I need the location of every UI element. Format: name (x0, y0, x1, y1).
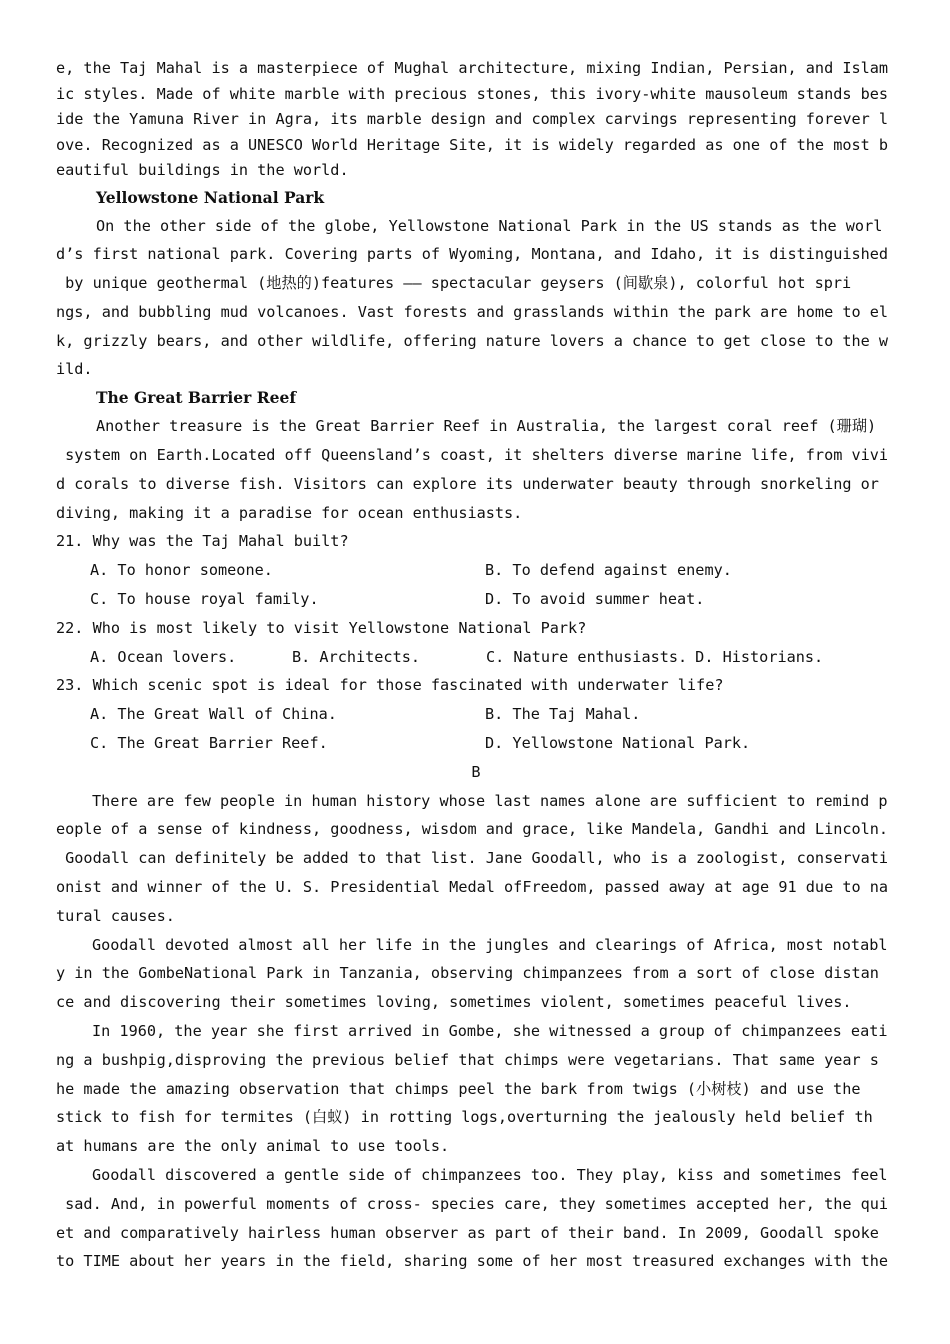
question-22 (56, 614, 896, 672)
options-row (56, 556, 896, 585)
option-d: D. To avoid summer heat. (485, 590, 705, 609)
text-line: ce and discovering their sometimes loving, sometimes violent, sometimes peaceful lives. (56, 993, 852, 1012)
option-a: A. Ocean lovers. (90, 647, 237, 666)
text-line: There are few people in human history whose last names alone are sufficient to remind p (92, 791, 888, 810)
option-c: C. To house royal family. (90, 590, 319, 609)
exam-page (56, 56, 896, 1276)
options-row (56, 700, 896, 729)
text-line: eople of a sense of kindness, goodness, wisdom and grace, like Mandela, Gandhi and Lincoln. (56, 820, 889, 839)
text-line: ng a bushpig,disproving the previous belief that chimps were vegetarians. That same year s (56, 1050, 879, 1069)
goodall-paragraph-4 (56, 1161, 896, 1276)
text-line: In 1960, the year she first arrived in Gombe, she witnessed a group of chimpanzees eati (92, 1022, 888, 1041)
question-23 (56, 671, 896, 757)
text-line: ngs, and bubbling mud volcanoes. Vast forests and grasslands within the park are home to el (56, 302, 889, 321)
section-b-label: B (471, 762, 481, 781)
yellowstone-paragraph (56, 212, 896, 385)
option-a: A. To honor someone. (90, 561, 273, 580)
question-stem: 21. Why was the Taj Mahal built? (56, 532, 349, 551)
option-d: D. Historians. (695, 647, 824, 666)
text-line: ove. Recognized as a UNESCO World Heritage Site, it is widely regarded as one of the most b (56, 135, 889, 154)
text-line: d’s first national park. Covering parts of Wyoming, Montana, and Idaho, it is distinguished (56, 245, 889, 264)
text-line: Goodall devoted almost all her life in the jungles and clearings of Africa, most notabl (92, 935, 888, 954)
text-line: sad. And, in powerful moments of cross- species care, they sometimes accepted her, the qui (56, 1194, 889, 1213)
text-line: k, grizzly bears, and other wildlife, offering nature lovers a chance to get close to the w (56, 331, 889, 350)
text-line: stick to fish for termites (白蚁) in rotting logs,overturning the jealously held belief th (56, 1108, 873, 1127)
text-line: d corals to diverse fish. Visitors can explore its underwater beauty through snorkeling or (56, 474, 879, 493)
option-b: B. The Taj Mahal. (485, 705, 641, 724)
question-stem: 23. Which scenic spot is ideal for those fascinated with underwater life? (56, 676, 724, 695)
option-d: D. Yellowstone National Park. (485, 734, 751, 753)
text-line: tural causes. (56, 906, 175, 925)
text-line: by unique geothermal (地热的)features —— spectacular geysers (间歇泉), colorful hot spri (56, 274, 852, 293)
text-line: et and comparatively hairless human observer as part of their band. In 2009, Goodall spoke (56, 1223, 879, 1242)
text-line: system on Earth.Located off Queensland’s coast, it shelters diverse marine life, from vivi (56, 446, 889, 465)
text-line: Another treasure is the Great Barrier Reef in Australia, the largest coral reef (珊瑚) (96, 417, 877, 436)
options-row (56, 643, 896, 672)
reef-heading: The Great Barrier Reef (96, 388, 296, 408)
yellowstone-heading: Yellowstone National Park (96, 187, 325, 207)
option-b: B. To defend against enemy. (485, 561, 732, 580)
text-line: y in the GombeNational Park in Tanzania, observing chimpanzees from a sort of close distan (56, 964, 879, 983)
option-b: B. Architects. (292, 647, 421, 666)
option-c: C. The Great Barrier Reef. (90, 734, 328, 753)
text-line: Goodall discovered a gentle side of chimpanzees too. They play, kiss and sometimes feel (92, 1166, 888, 1184)
options-row (56, 585, 896, 614)
text-line: at humans are the only animal to use tools. (56, 1137, 450, 1156)
goodall-paragraph-2 (56, 931, 896, 1017)
text-line: ic styles. Made of white marble with precious stones, this ivory-white mausoleum stands bes (56, 84, 889, 103)
text-line: ild. (56, 360, 93, 379)
options-row (56, 729, 896, 758)
text-line: On the other side of the globe, Yellowstone National Park in the US stands as the worl (96, 216, 883, 235)
goodall-paragraph-1 (56, 787, 896, 931)
text-line: diving, making it a paradise for ocean enthusiasts. (56, 503, 523, 522)
goodall-paragraph-3 (56, 1017, 896, 1161)
text-line: onist and winner of the U. S. Presidential Medal ofFreedom, passed away at age 91 due to na (56, 878, 889, 897)
text-line: eautiful buildings in the world. (56, 161, 349, 179)
reef-paragraph (56, 412, 896, 527)
option-a: A. The Great Wall of China. (90, 705, 337, 724)
text-line: Goodall can definitely be added to that list. Jane Goodall, who is a zoologist, conservati (56, 849, 889, 868)
taj-mahal-paragraph (56, 56, 896, 184)
text-line: he made the amazing observation that chimps peel the bark from twigs (小树枝) and use the (56, 1079, 861, 1098)
text-line: ide the Yamuna River in Agra, its marble design and complex carvings representing forever l (56, 110, 889, 128)
question-stem: 22. Who is most likely to visit Yellowstone National Park? (56, 618, 587, 637)
text-line: to TIME about her years in the field, sharing some of her most treasured exchanges with the (56, 1252, 889, 1271)
question-21 (56, 527, 896, 613)
text-line: e, the Taj Mahal is a masterpiece of Mughal architecture, mixing Indian, Persian, and Islam (56, 59, 889, 77)
option-c: C. Nature enthusiasts. (486, 647, 688, 666)
